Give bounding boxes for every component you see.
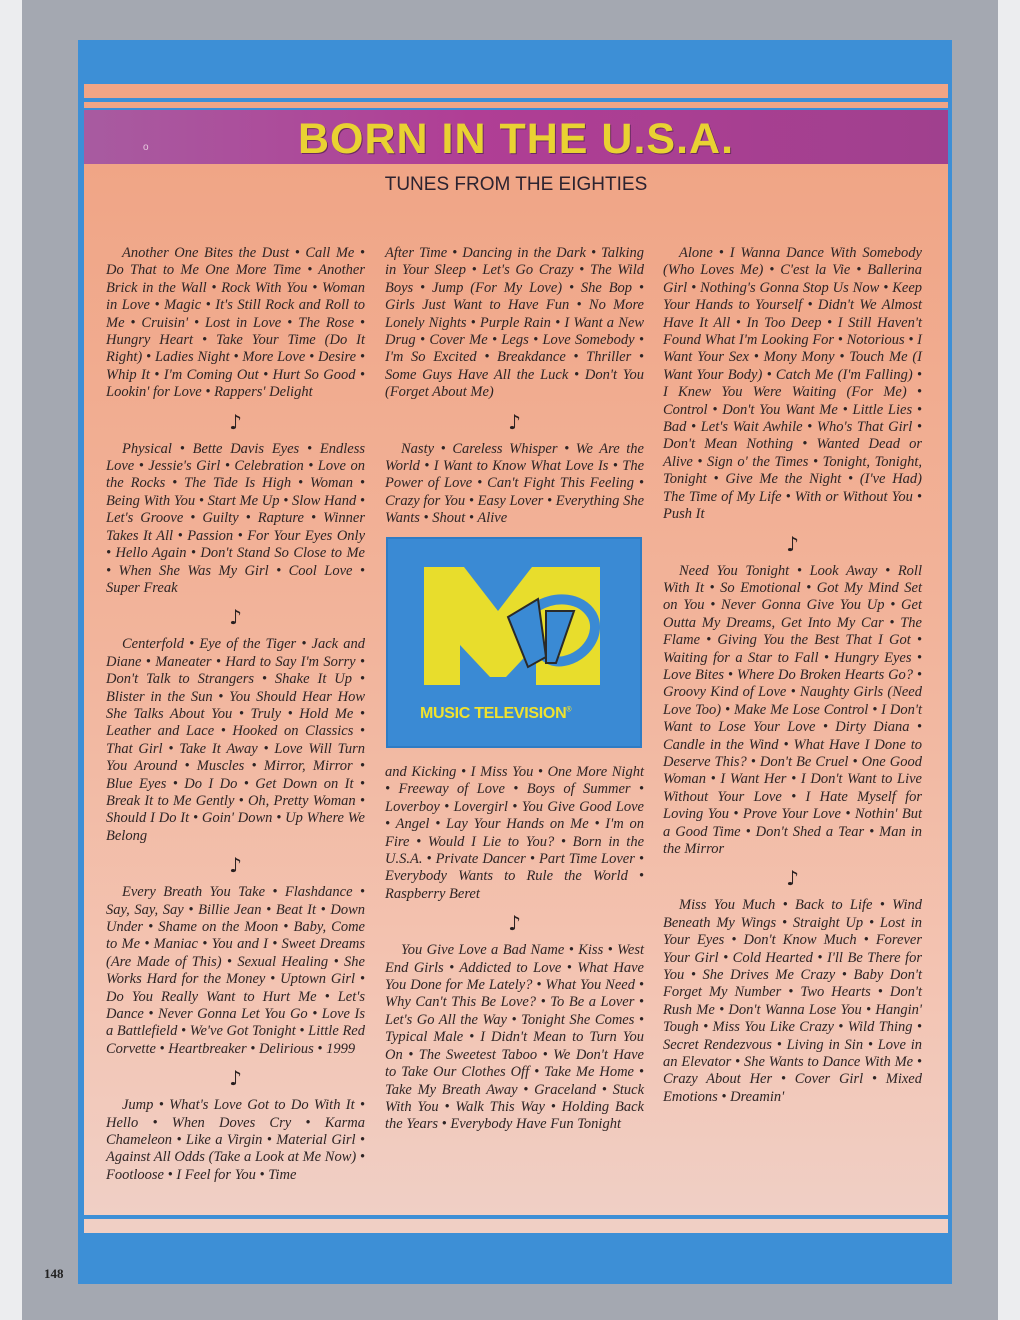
column-2-top: [385, 245, 644, 528]
column-3: [663, 245, 922, 1106]
band-dot-icon: o: [143, 142, 149, 153]
song-list-paragraph: Centerfold • Eye of the Tiger • Jack and Diane • Maneater • Hard to Say I'm Sorry • Don't Talk to Strangers • Shake It Up • Blister in the Sun • You Should Hear How She Talks About You • Truly • Hold Me • Leather and Lace • Hooked on Classics • That Girl • Take It Away • Love Will Turn You Around • Muscles • Mirror, Mirror • Blue Eyes • Do I Do • Get Down on It • Break It to Me Gently • Oh, Pretty Woman • Should I Do It • Goin' Down • Up Where We Belong: [106, 636, 365, 844]
column-1: [106, 245, 365, 1184]
song-list-paragraph: After Time • Dancing in the Dark • Talking in Your Sleep • Let's Go Crazy • The Wild Boys • Jump (For My Love) • She Bop • Girls Just Want to Have Fun • No More Lonely Nights • Purple Rain • I Want a New Drug • Cover Me • Legs • Love Somebody • I'm So Excited • Breakdance • Thriller • Some Guys Have All the Luck • Don't You (Forget About Me): [385, 245, 644, 401]
music-note-icon: ♪: [508, 911, 521, 936]
page-title: BORN IN THE U.S.A.: [297, 115, 735, 163]
song-list-paragraph: Jump • What's Love Got to Do With It • Hello • When Doves Cry • Karma Chameleon • Like a Virgin • Material Girl • Against All Odds (Take a Look at Me Now) • Footloose • I Feel for You • Time: [106, 1097, 365, 1183]
music-note-icon: ♪: [786, 866, 799, 891]
music-note-icon: ♪: [786, 531, 799, 556]
song-list-paragraph: Another One Bites the Dust • Call Me • Do That to Me One More Time • Another Brick in the Wall • Rock With You • Woman in Love • Magic • It's Still Rock and Roll to Me • Cruisin' • Lost in Love • The Rose • Hungry Heart • Take Your Time (Do It Right) • Ladies Night • More Love • Desire • Whip It • I'm Coming Out • Hurt So Good • Lookin' for Love • Rappers' Delight: [106, 245, 365, 401]
music-note-icon: ♪: [229, 853, 242, 878]
song-list-paragraph: You Give Love a Bad Name • Kiss • West End Girls • Addicted to Love • What Have You Done for Me Lately? • What You Need • Why Can't This Be Love? • To Be a Lover • Let's Go All the Way • Tonight She Comes • Typical Male • I Didn't Mean to Turn You On • The Sweetest Taboo • We Don't Have to Take Our Clothes Off • Take Me Home • Take My Breath Away • Graceland • Stuck With You • Walk This Way • Holding Back the Years • Everybody Have Fun Tonight: [385, 942, 644, 1133]
song-list-paragraph: Physical • Bette Davis Eyes • Endless Love • Jessie's Girl • Celebration • Love on the Rocks • The Tide Is High • Woman • Being With You • Start Me Up • Slow Hand • Let's Groove • Guilty • Rapture • Winner Takes It All • Passion • For Your Eyes Only • Hello Again • Don't Stand So Close to Me • When She Was My Girl • Cool Love • Super Freak: [106, 440, 365, 596]
column-2-bottom: [385, 764, 644, 1134]
music-note-icon: ♪: [229, 1066, 242, 1091]
song-list-paragraph: Need You Tonight • Look Away • Roll With It • So Emotional • Got My Mind Set on You • Never Gonna Give You Up • Get Outta My Dreams, Get Into My Car • The Flame • Giving You the Best That I Got • Waiting for a Star to Fall • Hungry Eyes • Love Bites • Where Do Broken Hearts Go? • Groovy Kind of Love • Naughty Girls (Need Love Too) • Make Me Lose Control • I Don't Want to Lose Your Love • Dirty Diana • Candle in the Wind • What Have I Done to Deserve This? • Don't Be Cruel • One Good Woman • I Want Her • I Don't Want to Live Without Your Love • I Hate Myself for Loving You • Prove Your Love • Nothin' But a Good Time • Don't Shed a Tear • Man in the Mirror: [663, 562, 922, 857]
page-number: 148: [44, 1266, 64, 1281]
top-stripe-2: [84, 102, 948, 108]
mtv-caption: MUSIC TELEVISION®: [420, 705, 572, 722]
song-list-paragraph: Nasty • Careless Whisper • We Are the World • I Want to Know What Love Is • The Power of Love • Can't Fight This Feeling • Crazy for You • Easy Lover • Everything She Wants • Shout • Alive: [385, 440, 644, 527]
song-list-paragraph: Every Breath You Take • Flashdance • Say, Say, Say • Billie Jean • Beat It • Down Under • Shame on the Moon • Baby, Come to Me • Maniac • You and I • Sweet Dreams (Are Made of This) • Sexual Healing • She Works Hard for the Money • Uptown Girl • Do You Really Want to Hurt Me • Let's Dance • Never Gonna Let You Go • Love Is a Battlefield • We've Got Tonight • Little Red Corvette • Heartbreaker • Delirious • 1999: [106, 884, 365, 1057]
bottom-stripe: [84, 1219, 948, 1233]
page-subtitle: TUNES FROM THE EIGHTIES: [384, 174, 648, 195]
music-note-icon: ♪: [229, 605, 242, 630]
registered-mark: ®: [566, 706, 572, 714]
music-note-icon: ♪: [229, 409, 242, 434]
top-stripe-1: [84, 84, 948, 98]
song-list-paragraph: and Kicking • I Miss You • One More Night • Freeway of Love • Boys of Summer • Loverboy • Lovergirl • You Give Good Love • Angel • Lay Your Hands on Me • I'm on Fire • Would I Lie to You? • Born in the U.S.A. • Private Dancer • Part Time Lover • Everybody Wants to Rule the World • Raspberry Beret: [385, 764, 644, 902]
song-list-paragraph: Miss You Much • Back to Life • Wind Beneath My Wings • Straight Up • Lost in Your Eyes • Don't Know Much • Forever Your Girl • Cold Hearted • I'll Be There for You • She Drives Me Crazy • Baby Don't Forget My Number • Two Hearts • Don't Rush Me • Don't Wanna Lose You • Hangin' Tough • Miss You Like Crazy • Wild Thing • Secret Rendezvous • Living in Sin • Love in an Elevator • She Wants to Dance With Me • Crazy About Her • Cover Girl • Mixed Emotions • Dreamin': [663, 897, 922, 1105]
music-note-icon: ♪: [508, 409, 521, 434]
song-list-paragraph: Alone • I Wanna Dance With Somebody (Who Loves Me) • C'est la Vie • Ballerina Girl • Nothing's Gonna Stop Us Now • Keep Your Hands to Yourself • Didn't We Almost Have It All • In Too Deep • I Still Haven't Found What I'm Looking For • Notorious • I Want Your Sex • Mony Mony • Touch Me (I Want Your Body) • Catch Me (I'm Falling) • I Knew You Were Waiting (For Me) • Control • Don't You Want Me • Little Lies • Bad • Let's Wait Awhile • Who's That Girl • Don't Mean Nothing • Wanted Dead or Alive • Sign o' the Times • Tonight, Tonight, Tonight • Give Me the Night • (I've Had) The Time of My Life • With or Without You • Push It: [663, 245, 922, 523]
